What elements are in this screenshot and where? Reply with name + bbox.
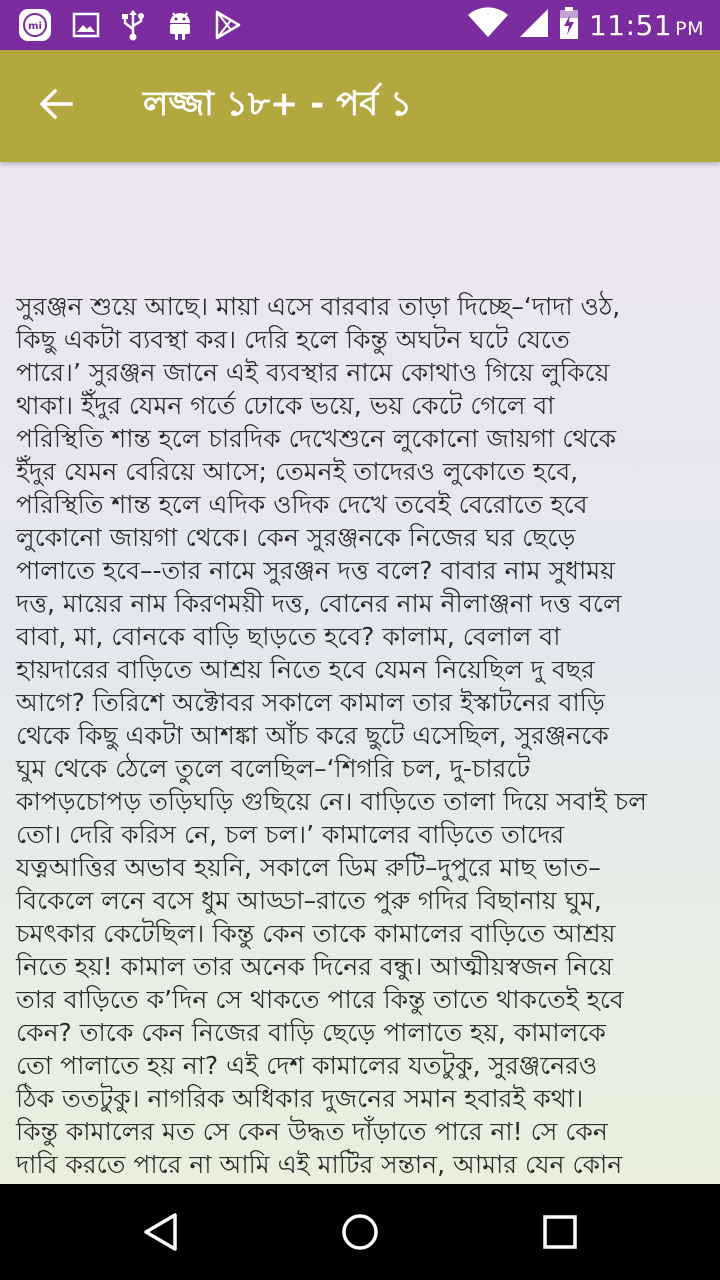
- story-line: সুরঞ্জন শুয়ে আছে। মায়া এসে বারবার তাড়া দিচ্ছে–‘দাদা ওঠ,: [16, 292, 621, 321]
- story-line: থেকে কিছু একটা আশঙ্কা আঁচ করে ছুটে এসেছিল, সুরঞ্জনকে: [16, 721, 609, 750]
- story-line: যত্নআত্তির অভাব হয়নি, সকালে ডিম রুটি–দুপুরে মাছ ভাত–: [16, 853, 601, 882]
- story-line: পারে।’ সুরঞ্জন জানে এই ব্যবস্থার নামে কোথাও গিয়ে লুকিয়ে: [16, 358, 610, 387]
- story-line: থাকা। ইঁদুর যেমন গর্তে ঢোকে ভয়ে, ভয় কেটে গেলে বা: [16, 391, 555, 420]
- story-line: বাবা, মা, বোনকে বাড়ি ছাড়তে হবে? কালাম, বেলাল বা: [16, 622, 561, 651]
- image-icon: [72, 11, 100, 39]
- nav-recents-button[interactable]: [525, 1202, 595, 1262]
- mi-app-icon: [18, 8, 52, 42]
- nav-recents-icon: [540, 1212, 580, 1252]
- notification-icons: [18, 8, 242, 42]
- nav-home-icon: [339, 1211, 381, 1253]
- story-line: পরিস্থিতি শান্ত হলে এদিক ওদিক দেখে তবেই বেরোতে হবে: [16, 490, 588, 519]
- nav-back-icon: [140, 1211, 180, 1253]
- signal-icon: [519, 7, 549, 43]
- story-line: কেন? তাকে কেন নিজের বাড়ি ছেড়ে পালাতে হয়, কামালকে: [16, 1018, 606, 1047]
- story-content[interactable]: [0, 162, 720, 1184]
- story-line: ঠিক ততটুকু। নাগরিক অধিকার দুজনের সমান হবারই কথা।: [16, 1084, 584, 1113]
- story-line: হায়দারের বাড়িতে আশ্রয় নিতে হবে যেমন নিয়েছিল দু বছর: [16, 655, 595, 684]
- system-status: [467, 6, 704, 44]
- navigation-bar: [0, 1184, 720, 1280]
- story-line: কিছু একটা ব্যবস্থা কর। দেরি হলে কিন্তু অঘটন ঘটে যেতে: [16, 325, 570, 354]
- clock-ampm: PM: [675, 17, 704, 40]
- story-line: পরিস্থিতি শান্ত হলে চারদিক দেখেশুনে লুকোনো জায়গা থেকে: [16, 424, 617, 453]
- svg-text:mi: mi: [28, 21, 42, 32]
- story-line: ঘুম থেকে ঠেলে তুলে বলেছিল–‘শিগরি চল, দু-চারটে: [16, 754, 531, 783]
- story-line: দাবি করতে পারে না আমি এই মাটির সন্তান, আমার যেন কোন: [16, 1150, 623, 1179]
- arrow-back-icon: [38, 86, 74, 122]
- story-line: তো। দেরি করিস নে, চল চল।’ কামালের বাড়িতে তাদের: [16, 820, 565, 849]
- story-line: লুকোনো জায়গা থেকে। কেন সুরঞ্জনকে নিজের ঘর ছেড়ে: [16, 523, 576, 552]
- story-line: তো পালাতে হয় না? এই দেশ কামালের যতটুকু, সুরঞ্জনেরও: [16, 1051, 598, 1080]
- story-line: দত্ত, মায়ের নাম কিরণময়ী দত্ত, বোনের নাম নীলাঞ্জনা দত্ত বলে: [16, 589, 622, 618]
- story-line: বিকেলে লনে বসে ধুম আড্ডা–রাতে পুরু গদির বিছানায় ঘুম,: [16, 886, 602, 915]
- android-icon: [166, 9, 194, 41]
- story-line: ইঁদুর যেমন বেরিয়ে আসে; তেমনই তাদেরও লুকোতে হবে,: [16, 457, 579, 486]
- nav-home-button[interactable]: [325, 1202, 395, 1262]
- nav-back-button[interactable]: [125, 1202, 195, 1262]
- page-title: লজ্জা ১৮+ - পর্ব ১: [143, 84, 413, 124]
- wifi-icon: [467, 7, 509, 43]
- back-button[interactable]: [24, 72, 88, 136]
- story-line: কাপড়চোপড় তড়িঘড়ি গুছিয়ে নে। বাড়িতে তালা দিয়ে সবাই চল: [16, 787, 647, 816]
- battery-charging-icon: [559, 6, 579, 44]
- story-line: পালাতে হবে–-তার নামে সুরঞ্জন দত্ত বলে? বাবার নাম সুধাময়: [16, 556, 615, 585]
- play-store-icon: [214, 10, 242, 40]
- app-bar: [0, 50, 720, 162]
- story-line: কিন্তু কামালের মত সে কেন উদ্ধত দাঁড়াতে পারে না! সে কেন: [16, 1117, 608, 1146]
- status-time: [589, 9, 704, 42]
- story-line: তার বাড়িতে ক’দিন সে থাকতে পারে কিন্তু তাতে থাকতেই হবে: [16, 985, 624, 1014]
- story-line: নিতে হয়! কামাল তার অনেক দিনের বন্ধু। আত্মীয়স্বজন নিয়ে: [16, 952, 613, 981]
- status-bar: [0, 0, 720, 50]
- story-text: [16, 290, 706, 1181]
- story-line: চমৎকার কেটেছিল। কিন্তু কেন তাকে কামালের বাড়িতে আশ্রয়: [16, 919, 616, 948]
- usb-icon: [120, 9, 146, 41]
- story-line: আগে? তিরিশে অক্টোবর সকালে কামাল তার ইস্কাটনের বাড়ি: [16, 688, 605, 717]
- clock-time: 11:51: [588, 8, 673, 42]
